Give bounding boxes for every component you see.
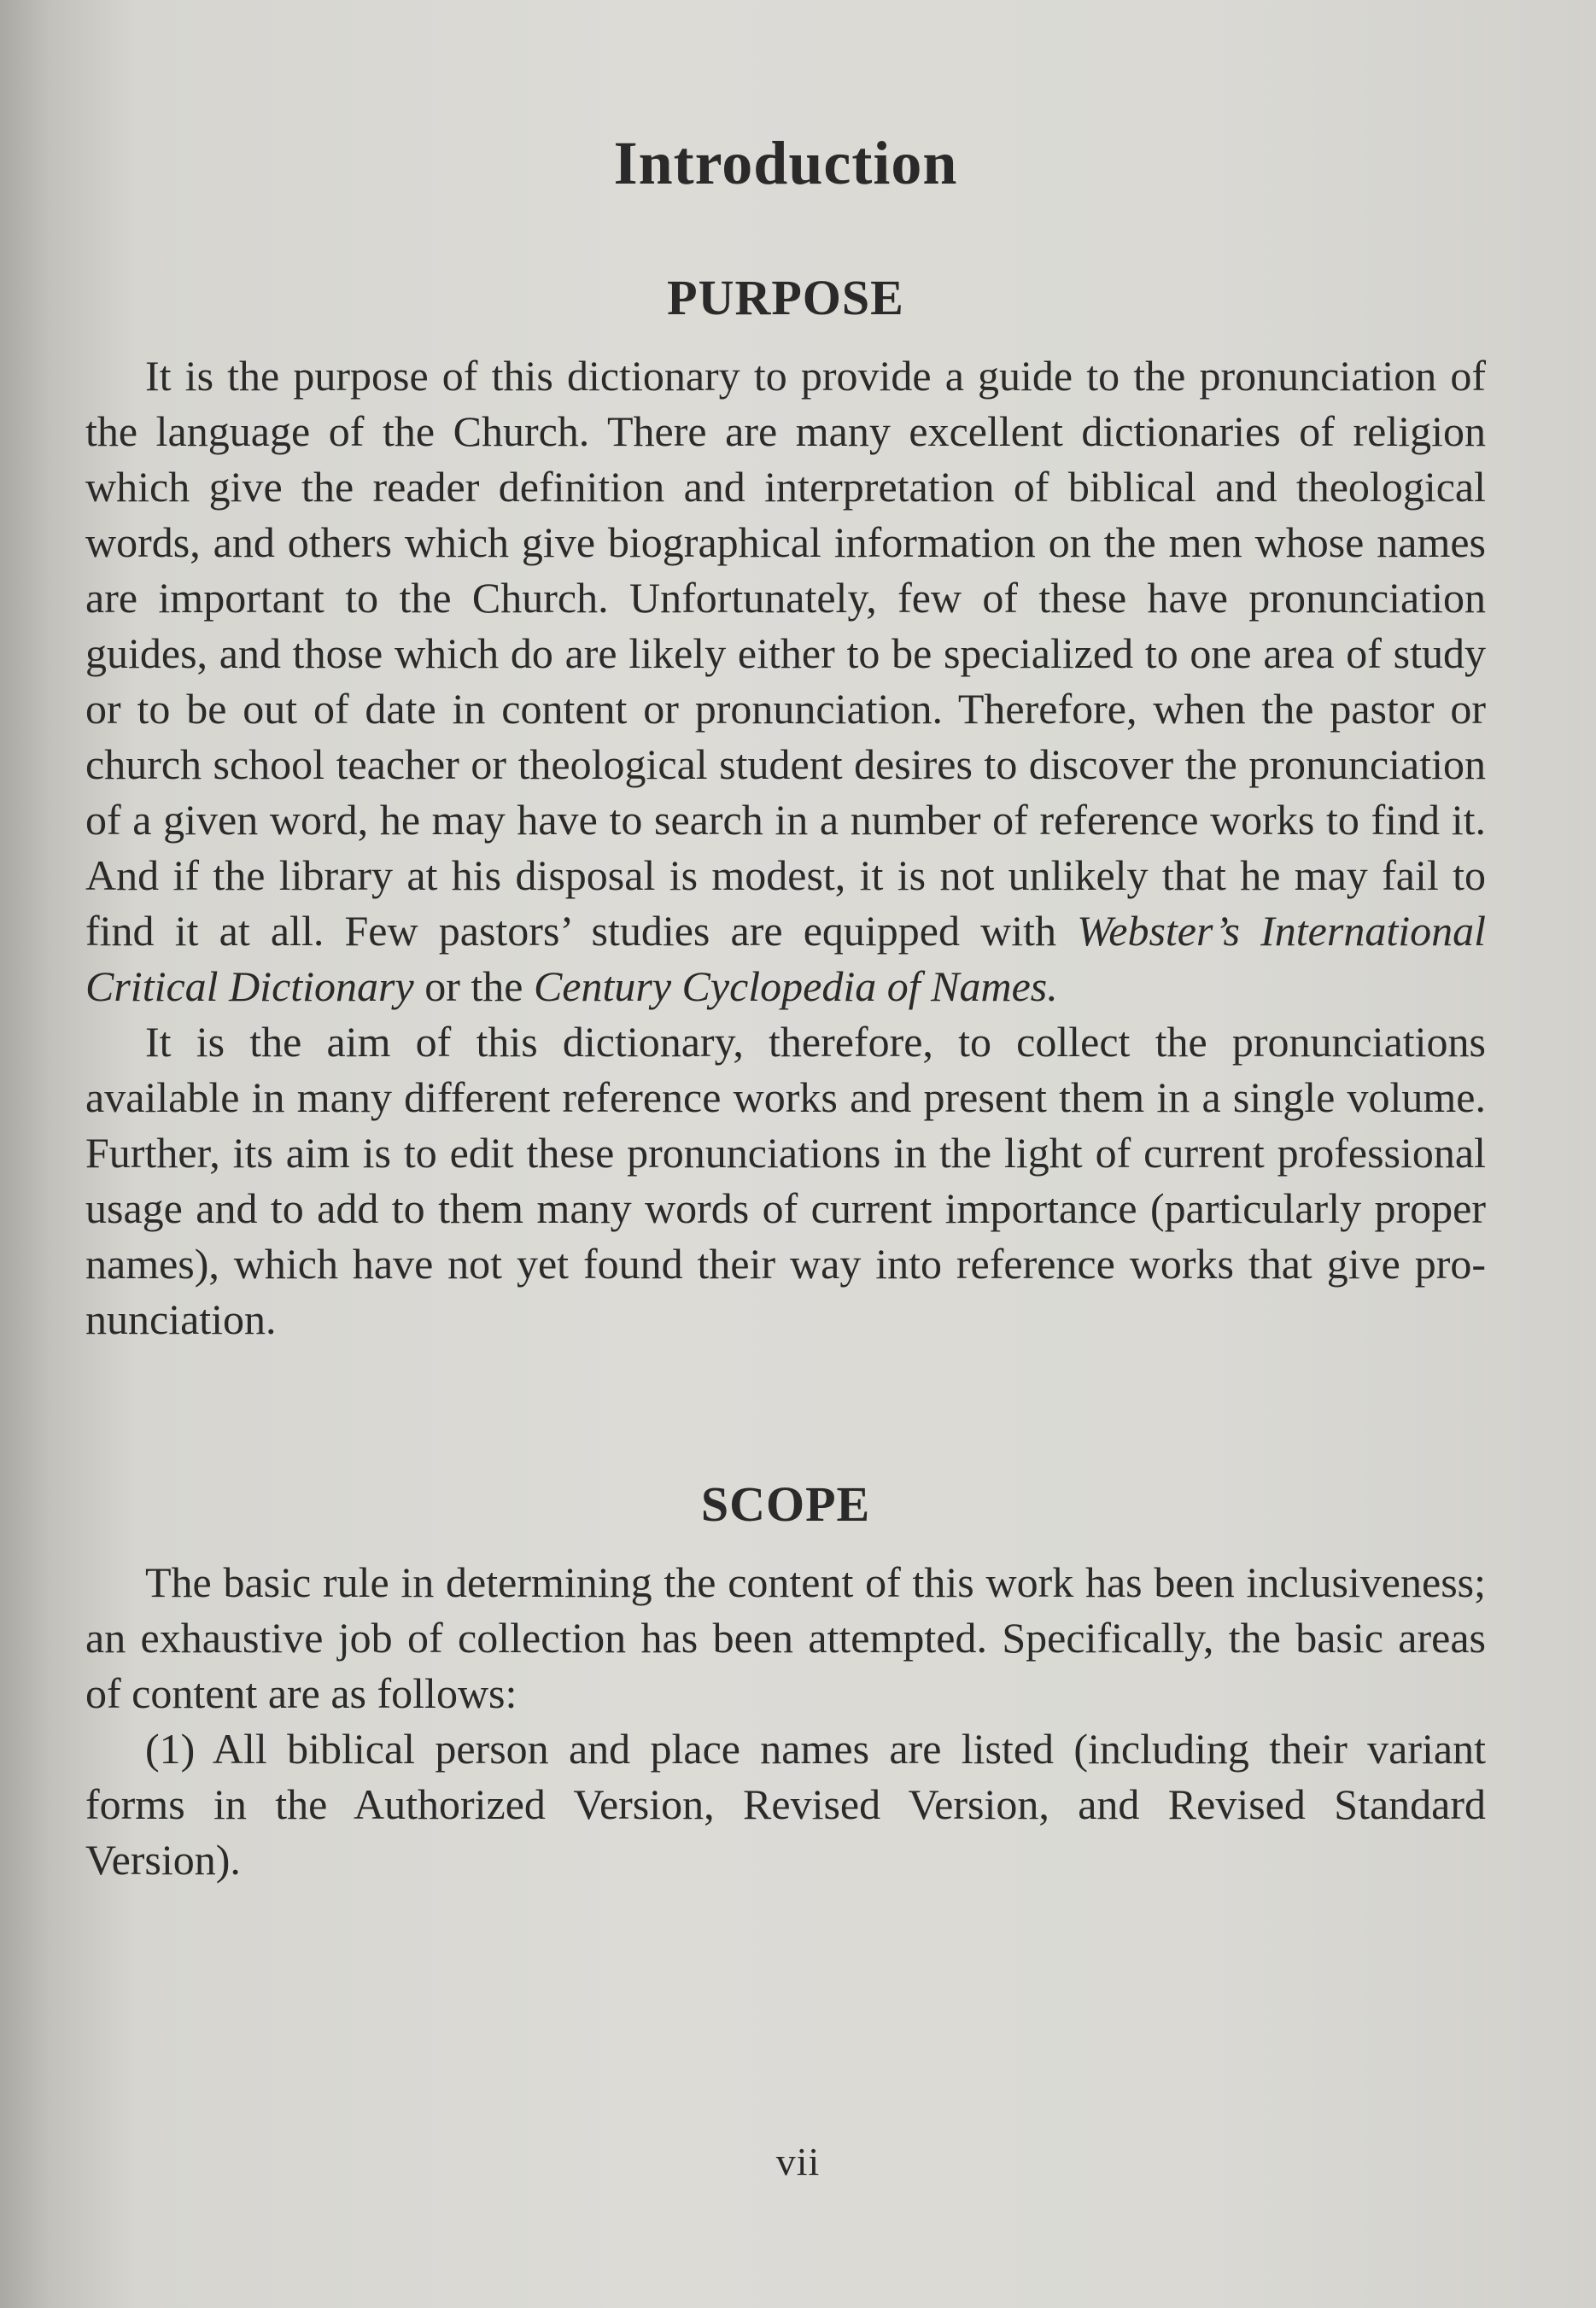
- purpose-paragraph-1-text: It is the purpose of this dictionary to provide a guide to the pronunciation of the language of the Church. There are many excellent dictionaries of religion which give the reader definition and interpretation of biblical and theological words, and others which give biographical information on the men whose names are important to the Church. Unfortunately, few of these have pronunciation guides, and those which do are likely either to be specialized to one area of study or to be out of date in content or pronunciation. Therefore, when the pastor or church school teacher or theological student desires to discover the pronunciation of a given word, he may have to search in a number of reference works to find it. And if the library at his disposal is modest, it is not unlikely that he may fail to find it at all. Few pastors’ studies are equipped with: [85, 352, 1486, 955]
- page-title: Introduction: [613, 129, 958, 197]
- purpose-paragraph-2: It is the aim of this dictionary, therefore, to collect the pronunciations available in many different reference works and present them in a single volume. Further, its aim is to edit these pronunciations in the light of current professional usage and to add to them many words of current importance (particularly proper names), which have not yet found their way into reference works that give pronunciation.: [85, 1018, 1486, 1343]
- section-heading-purpose: PURPOSE: [667, 270, 904, 325]
- section-spacer: [85, 1347, 1486, 1475]
- scope-list-item-1: (1) All biblical person and place names are listed (including their variant forms in the Authorized Version, Revised Version, and Revised Standard Version).: [85, 1725, 1486, 1884]
- page-number: vii: [775, 2140, 821, 2183]
- page-content: [85, 128, 1486, 1888]
- purpose-italic-title-1: Webster’s International Critical Dictionary: [85, 907, 1486, 1010]
- section-heading-scope: SCOPE: [700, 1476, 871, 1532]
- purpose-italic-title-2: Century Cyclopedia of Names.: [533, 962, 1058, 1010]
- purpose-paragraph-1: [85, 348, 1486, 1014]
- scope-paragraph-1: The basic rule in determining the content of this work has been inclusiveness; an exhaustive job of collection has been attempted. Specifically, the basic areas of content are as follows:: [85, 1558, 1486, 1717]
- purpose-paragraph-1-mid: or the: [413, 962, 534, 1010]
